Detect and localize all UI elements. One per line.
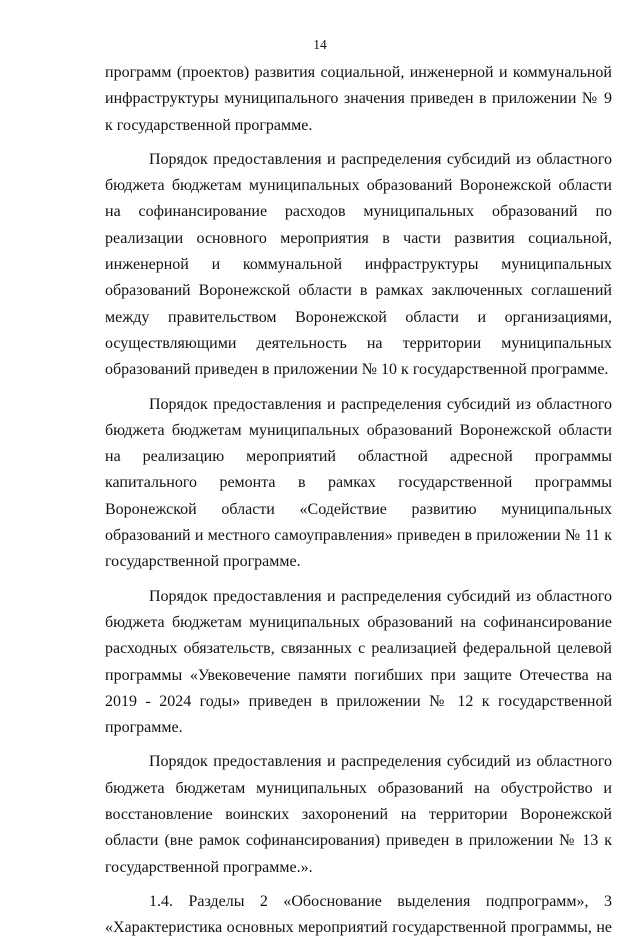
paragraph-appendix-10: Порядок предоставления и распределения субсидий из областного бюджета бюджетам муниципальных образований Воронежской области на софинансирование расходов муниципальных образований по реализации основного мероприятия в части развития социальной, инженерной и коммунальной инфраструктуры муниципальных образований Воронежской области в рамках заключенных соглашений между правительством Воронежской области и организациями, осуществляющими деятельность на территории муниципальных образований приведен в приложении № 10 к государственной программе. (105, 150, 612, 379)
document-body (105, 60, 612, 942)
paragraph-appendix-11: Порядок предоставления и распределения субсидий из областного бюджета бюджетам муниципальных образований Воронежской области на реализацию мероприятий областной адресной программы капитального ремонта в рамках государственной программы Воронежской области «Содействие развитию муниципальных образований и местного самоуправления» приведен в приложении № 11 к государственной программе. (105, 395, 612, 571)
paragraph-section-1-4: 1.4. Разделы 2 «Обоснование выделения подпрограмм», 3 «Характеристика основных мероприятий государственной программы, не (105, 892, 612, 937)
page-number: 14 (313, 37, 327, 52)
paragraph-appendix-12: Порядок предоставления и распределения субсидий из областного бюджета бюджетам муниципальных образований на софинансирование расходных обязательств, связанных с реализацией федеральной целевой программы «Увековечение памяти погибших при защите Отечества на 2019 - 2024 годы» приведен в приложении № 12 к государственной программе. (105, 587, 612, 737)
paragraph-continuation-appendix-9: программ (проектов) развития социальной, инженерной и коммунальной инфраструктуры муниципального значения приведен в приложении № 9 к государственной программе. (105, 64, 612, 134)
paragraph-appendix-13: Порядок предоставления и распределения субсидий из областного бюджета бюджетам муниципальных образований на обустройство и восстановление воинских захоронений на территории Воронежской области (вне рамок софинансирования) приведен в приложении № 13 к государственной программе.». (105, 753, 612, 876)
